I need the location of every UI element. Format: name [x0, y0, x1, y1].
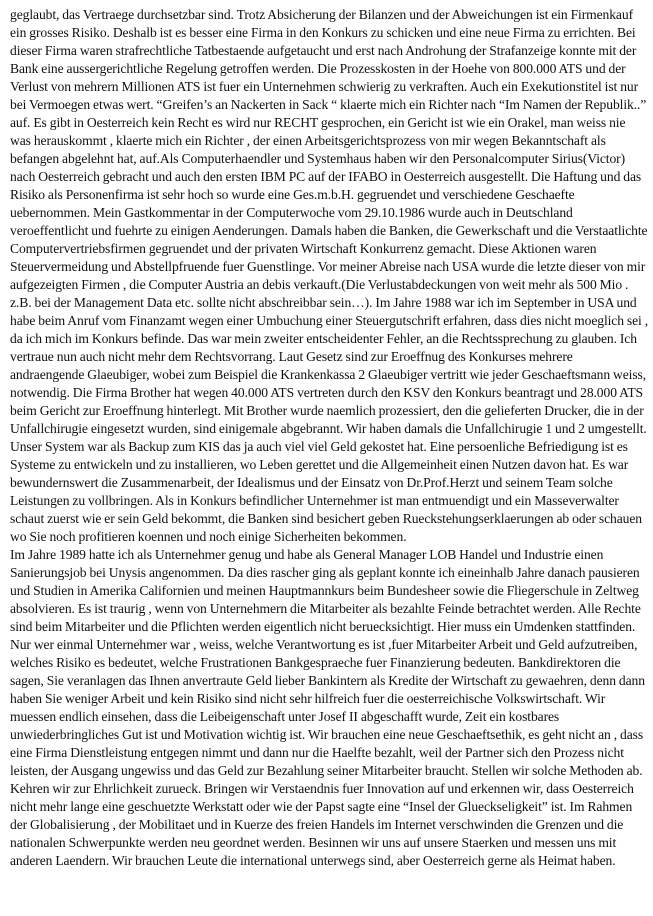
- paragraph-2: Im Jahre 1989 hatte ich als Unternehmer genug und habe als General Manager LOB Handel und Industrie einen Sanierungsjob bei Unysis angenommen. Da dies rascher ging als geplant konnte ich eineinhalb Jahre danach pausieren und Studien in Amerika Californien und meinen Hauptmannkurs beim Bundesheer sowie die Fliegerschule in Zeltweg absolvieren. Es ist traurig , wenn von Unternehmern die Mitarbeiter als bezahlte Feinde betrachtet werden. Alle Rechte sind beim Mitarbeiter und die Pflichten werden eigentlich nicht beruecksichtigt. Hier muss ein Umdenken stattfinden. Nur wer einmal Unternehmer war , weiss, welche Verantwortung es ist ,fuer Mitarbeiter Arbeit und Geld aufzutreiben, welches Risiko es bedeutet, welche Frustrationen Bankgespraeche fuer Finanzierung bedeuten. Bankdirektoren die sagen, Sie veranlagen das Ihnen anvertraute Geld lieber Bankintern als Kredite der Wirtschaft zu gewaehren, denn dann haben Sie weniger Arbeit und kein Risiko sind nicht sehr hilfreich fuer die oesterreichische Volkswirtschaft. Wir muessen endlich einsehen, dass die Leibeigenschaft unter Josef II abgeschafft wurde, Zeit ein kostbares unwiederbringliches Gut ist und Motivation wichtig ist. Wir brauchen eine neue Geschaeftsethik, es geht nicht an , dass eine Firma Dienstleistung entgegen nimmt und dann nur die Haelfte bezahlt, weil der Partner sich den Prozess nicht leisten, der Ausgang ungewiss und das Geld zur Bezahlung seiner Mitarbeiter braucht. Stellen wir solche Methoden ab. Kehren wir zur Ehrlichkeit zurueck. Bringen wir Verstaendnis fuer Innovation auf und erkennen wir, dass Oesterreich nicht mehr lange eine geschuetzte Werkstatt oder wie der Papst sagte eine “Insel der Glueckseligkeit” ist. Im Rahmen der Globalisierung , der Mobilitaet und in Kuerze des freien Handels im Internet verschwinden die Grenzen und die nationalen Schwerpunkte werden neu geordnet werden. Besinnen wir uns auf unsere Staerken und messen uns mit anderen Laendern. Wir brauchen Leute die international unterwegs sind, aber Oesterreich gerne als Heimat haben.: [10, 547, 645, 868]
- paragraph-1: geglaubt, das Vertraege durchsetzbar sind. Trotz Absicherung der Bilanzen und der Abweichungen ist ein Firmenkauf ein grosses Risiko. Deshalb ist es besser eine Firma in den Konkurs zu schicken und eine neue Firma zu errichten. Bei dieser Firma waren strafrechtliche Tatbestaende aufgetaucht und erst nach Androhung der Strafanzeige konnte mit der Bank eine aussergerichtliche Regelung getroffen werden. Die Prozesskosten in der Hoehe von 800.000 ATS und der Verlust von mehrern Millionen ATS ist fuer ein Unternehmen schwierig zu verkraften. Auch ein Exekutionstitel ist nur bei Vermoegen etwas wert. “Greifen’s an Nackerten in Sack “ klaerte mich ein Richter nach “Im Namen der Republik..” auf. Es gibt in Oesterreich kein Recht es wird nur RECHT gesprochen, ein Gericht ist wie ein Orakel, man weiss nie was herauskommt , klaerte mich ein Richter , der einen Arbeitsgerichtsprozess von mir wegen Bekanntschaft als befangen abgelehnt hat, auf.Als Computerhaendler und Systemhaus haben wir den Personalcomputer Sirius(Victor) nach Oesterreich gebracht und auch den ersten IBM PC auf der IFABO in Oesterreich ausgestellt. Die Haftung und das Risiko als Personenfirma ist sehr hoch so wurde eine Ges.m.b.H. gegruendet und verschiedene Geschaefte uebernommen. Mein Gastkommentar in der Computerwoche vom 29.10.1986 wurde auch in Deutschland veroeffentlicht und fuehrte zu einigen Aenderungen. Damals haben die Banken, die Gewerkschaft und die Verstaatlichte Computervertriebsfirmen gegruendet und der privaten Wirtschaft Konkurrenz gemacht. Diese Aktionen waren Steuervermeidung und Abstellpfruende fuer Guenstlinge. Vor meiner Abreise nach USA wurde die letzte dieser von mir aufgezeigten Firmen , die Computer Austria an debis verkauft.(Die Verlustabdeckungen von weit mehr als 500 Mio . z.B. bei der Management Data etc. sollte nicht abschreibbar sein…). Im Jahre 1988 war ich im September in USA und habe beim Anruf vom Finanzamt wegen einer Umbuchung einer Steuergutschrift erfahren, dass dies nicht moeglich sei , da ich mich im Konkurs befinde. Das war mein zweiter entscheidenter Fehler, an die Rechtssprechung zu glauben. Ich vertraue nun auch nicht mehr dem Rechtsvorrang. Laut Gesetz sind zur Eroeffnug des Konkurses mehrere andraengende Glaeubiger, wobei zum Beispiel die Krankenkassa 2 Glaeubiger vertritt wie jeder Geschaeftsmann weiss, notwendig. Die Firma Brother hat wegen 40.000 ATS vertreten durch den KSV den Konkurs beantragt und 28.000 ATS beim Gericht zur Eroeffnung hinterlegt. Mit Brother wurde naemlich prozessiert, den die gelieferten Drucker, die in der Unfallchirugie eingesetzt wurden, sind einigemale abgebrannt. Wir haben damals die Unfallchirugie 1 und 2 umgestellt. Unser System war als Backup zum KIS das ja auch viel viel Geld gekostet hat. Eine persoenliche Befriedigung ist es Systeme zu entwickeln und zu installieren, wo Leben gerettet und die Allgemeinheit einen Nutzen davon hat. Es war bewundernswert die Zusammenarbeit, der Idealismus und der Einsatz von Dr.Prof.Herzt und seinem Team solche Leistungen zu vollbringen. Als in Konkurs befindlicher Unternehmer ist man entmuendigt und ein Masseverwalter schaut zuerst wie er sein Geld bekommt, die Banken sind besichert geben Rueckstehungserklaerungen ab oder schauen wo Sie noch profitieren koennen und noch einige Sicherheiten bekommen.: [10, 7, 649, 544]
